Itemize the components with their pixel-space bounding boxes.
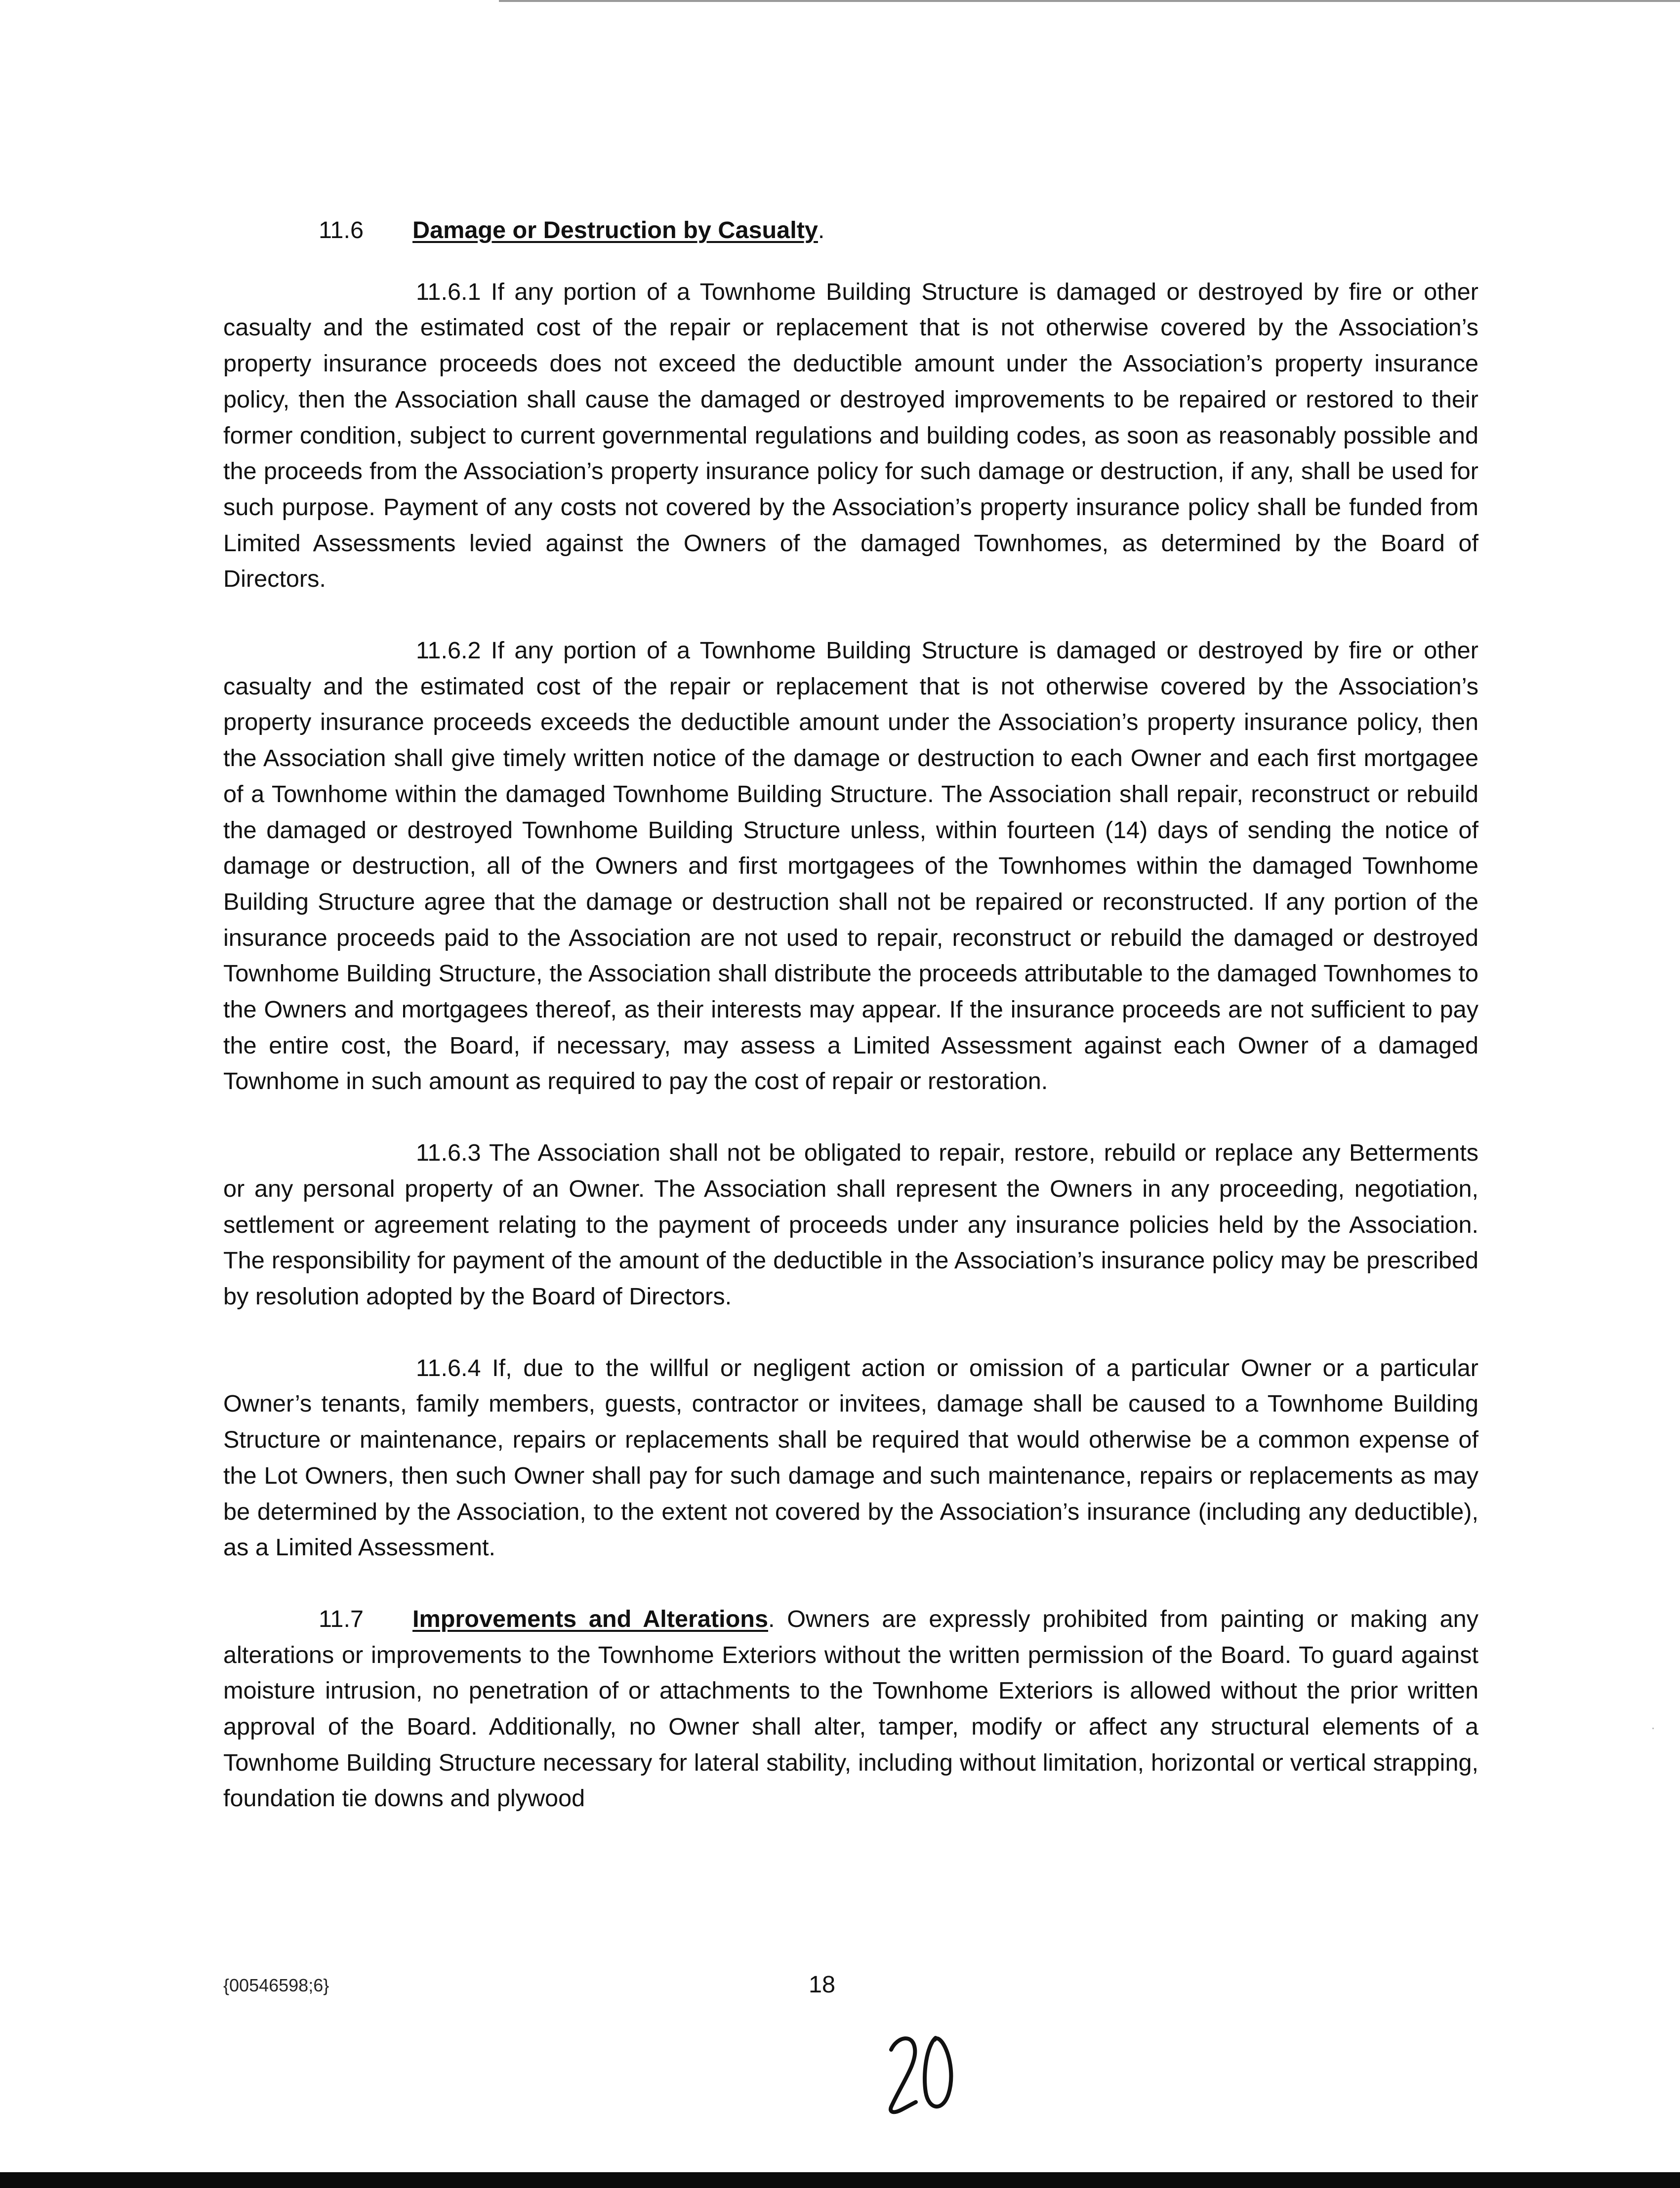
section-11-7 (223, 1601, 1478, 1817)
page-number: 18 (809, 1971, 836, 1998)
paragraph-number: 11.6.2 (416, 637, 481, 664)
section-title-period: . (818, 217, 825, 243)
document-body (223, 212, 1478, 1817)
section-title: Improvements and Alterations (412, 1605, 769, 1632)
paragraph-number: 11.6.1 (416, 278, 481, 305)
scan-speck (1652, 1728, 1654, 1729)
document-code: {00546598;6} (223, 1975, 329, 1995)
section-number: 11.7 (319, 1605, 364, 1632)
section-number: 11.6 (319, 217, 364, 243)
paragraph-text: The Association shall not be obligated to repair, restore, rebuild or replace any Betterments or any personal property of an Owner. The Association shall represent the Owners in any proceeding, negotiation, settlement or agreement relating to the payment of proceeds under any insurance policies held by the Association. The responsibility for payment of the amount of the deductible in the Association’s insurance policy may be prescribed by resolution adopted by the Board of Directors. (223, 1139, 1478, 1310)
handwritten-page-number (880, 2020, 959, 2129)
paragraph-text: If any portion of a Townhome Building Structure is damaged or destroyed by fire or other casualty and the estimated cost of the repair or replacement that is not otherwise covered by the Association’s property insurance proceeds exceeds the deductible amount under the Association’s property insurance policy, then the Association shall give timely written notice of the damage or destruction to each Owner and each first mortgagee of a Townhome within the damaged Townhome Building Structure. The Association shall repair, reconstruct or rebuild the damaged or destroyed Townhome Building Structure unless, within fourteen (14) days of sending the notice of damage or destruction, all of the Owners and first mortgagees of the Townhomes within the damaged Townhome Building Structure agree that the damage or destruction shall not be repaired or reconstructed. If any portion of the insurance proceeds paid to the Association are not used to repair, reconstruct or rebuild the damaged or destroyed Townhome Building Structure, the Association shall distribute the proceeds attributable to the damaged Townhomes to the Owners and mortgagees thereof, as their interests may appear. If the insurance proceeds are not sufficient to pay the entire cost, the Board, if necessary, may assess a Limited Assessment against each Owner of a damaged Townhome in such amount as required to pay the cost of repair or restoration. (223, 637, 1478, 1095)
paragraph-text: If any portion of a Townhome Building Structure is damaged or destroyed by fire or other casualty and the estimated cost of the repair or replacement that is not otherwise covered by the Association’s property insurance proceeds does not exceed the deductible amount under the Association’s property insurance policy, then the Association shall cause the damaged or destroyed improvements to be repaired or restored to their former condition, subject to current governmental regulations and building codes, as soon as reasonably possible and the proceeds from the Association’s property insurance policy for such damage or destruction, if any, shall be used for such purpose. Payment of any costs not covered by the Association’s property insurance policy shall be funded from Limited Assessments levied against the Owners of the damaged Townhomes, as determined by the Board of Directors. (223, 278, 1478, 593)
paragraph-11-6-2 (223, 633, 1478, 1099)
paragraph-number: 11.6.3 (416, 1139, 481, 1167)
paragraph-11-6-3 (223, 1135, 1478, 1315)
scan-top-rule (499, 0, 1680, 2)
section-11-6-heading (223, 212, 1478, 248)
scan-bottom-edge (0, 2172, 1680, 2188)
section-title: Damage or Destruction by Casualty (412, 217, 818, 243)
paragraph-11-6-1 (223, 274, 1478, 597)
paragraph-11-6-4 (223, 1350, 1478, 1566)
section-text: . Owners are expressly prohibited from painting or making any alterations or improvements to the Townhome Exteriors without the written permission of the Board. To guard against moisture intrusion, no penetration of or attachments to the Townhome Exteriors is allowed without the prior written approval of the Board. Additionally, no Owner shall alter, tamper, modify or affect any structural elements of a Townhome Building Structure necessary for lateral stability, including without limitation, horizontal or vertical strapping, foundation tie downs and plywood (223, 1605, 1478, 1812)
paragraph-number: 11.6.4 (416, 1354, 481, 1381)
paragraph-text: If, due to the willful or negligent action or omission of a particular Owner or a particular Owner’s tenants, family members, guests, contractor or invitees, damage shall be caused to a Townhome Building Structure or maintenance, repairs or replacements shall be required that would otherwise be a common expense of the Lot Owners, then such Owner shall pay for such damage and such maintenance, repairs or replacements as may be determined by the Association, to the extent not covered by the Association’s insurance (including any deductible), as a Limited Assessment. (223, 1354, 1478, 1561)
